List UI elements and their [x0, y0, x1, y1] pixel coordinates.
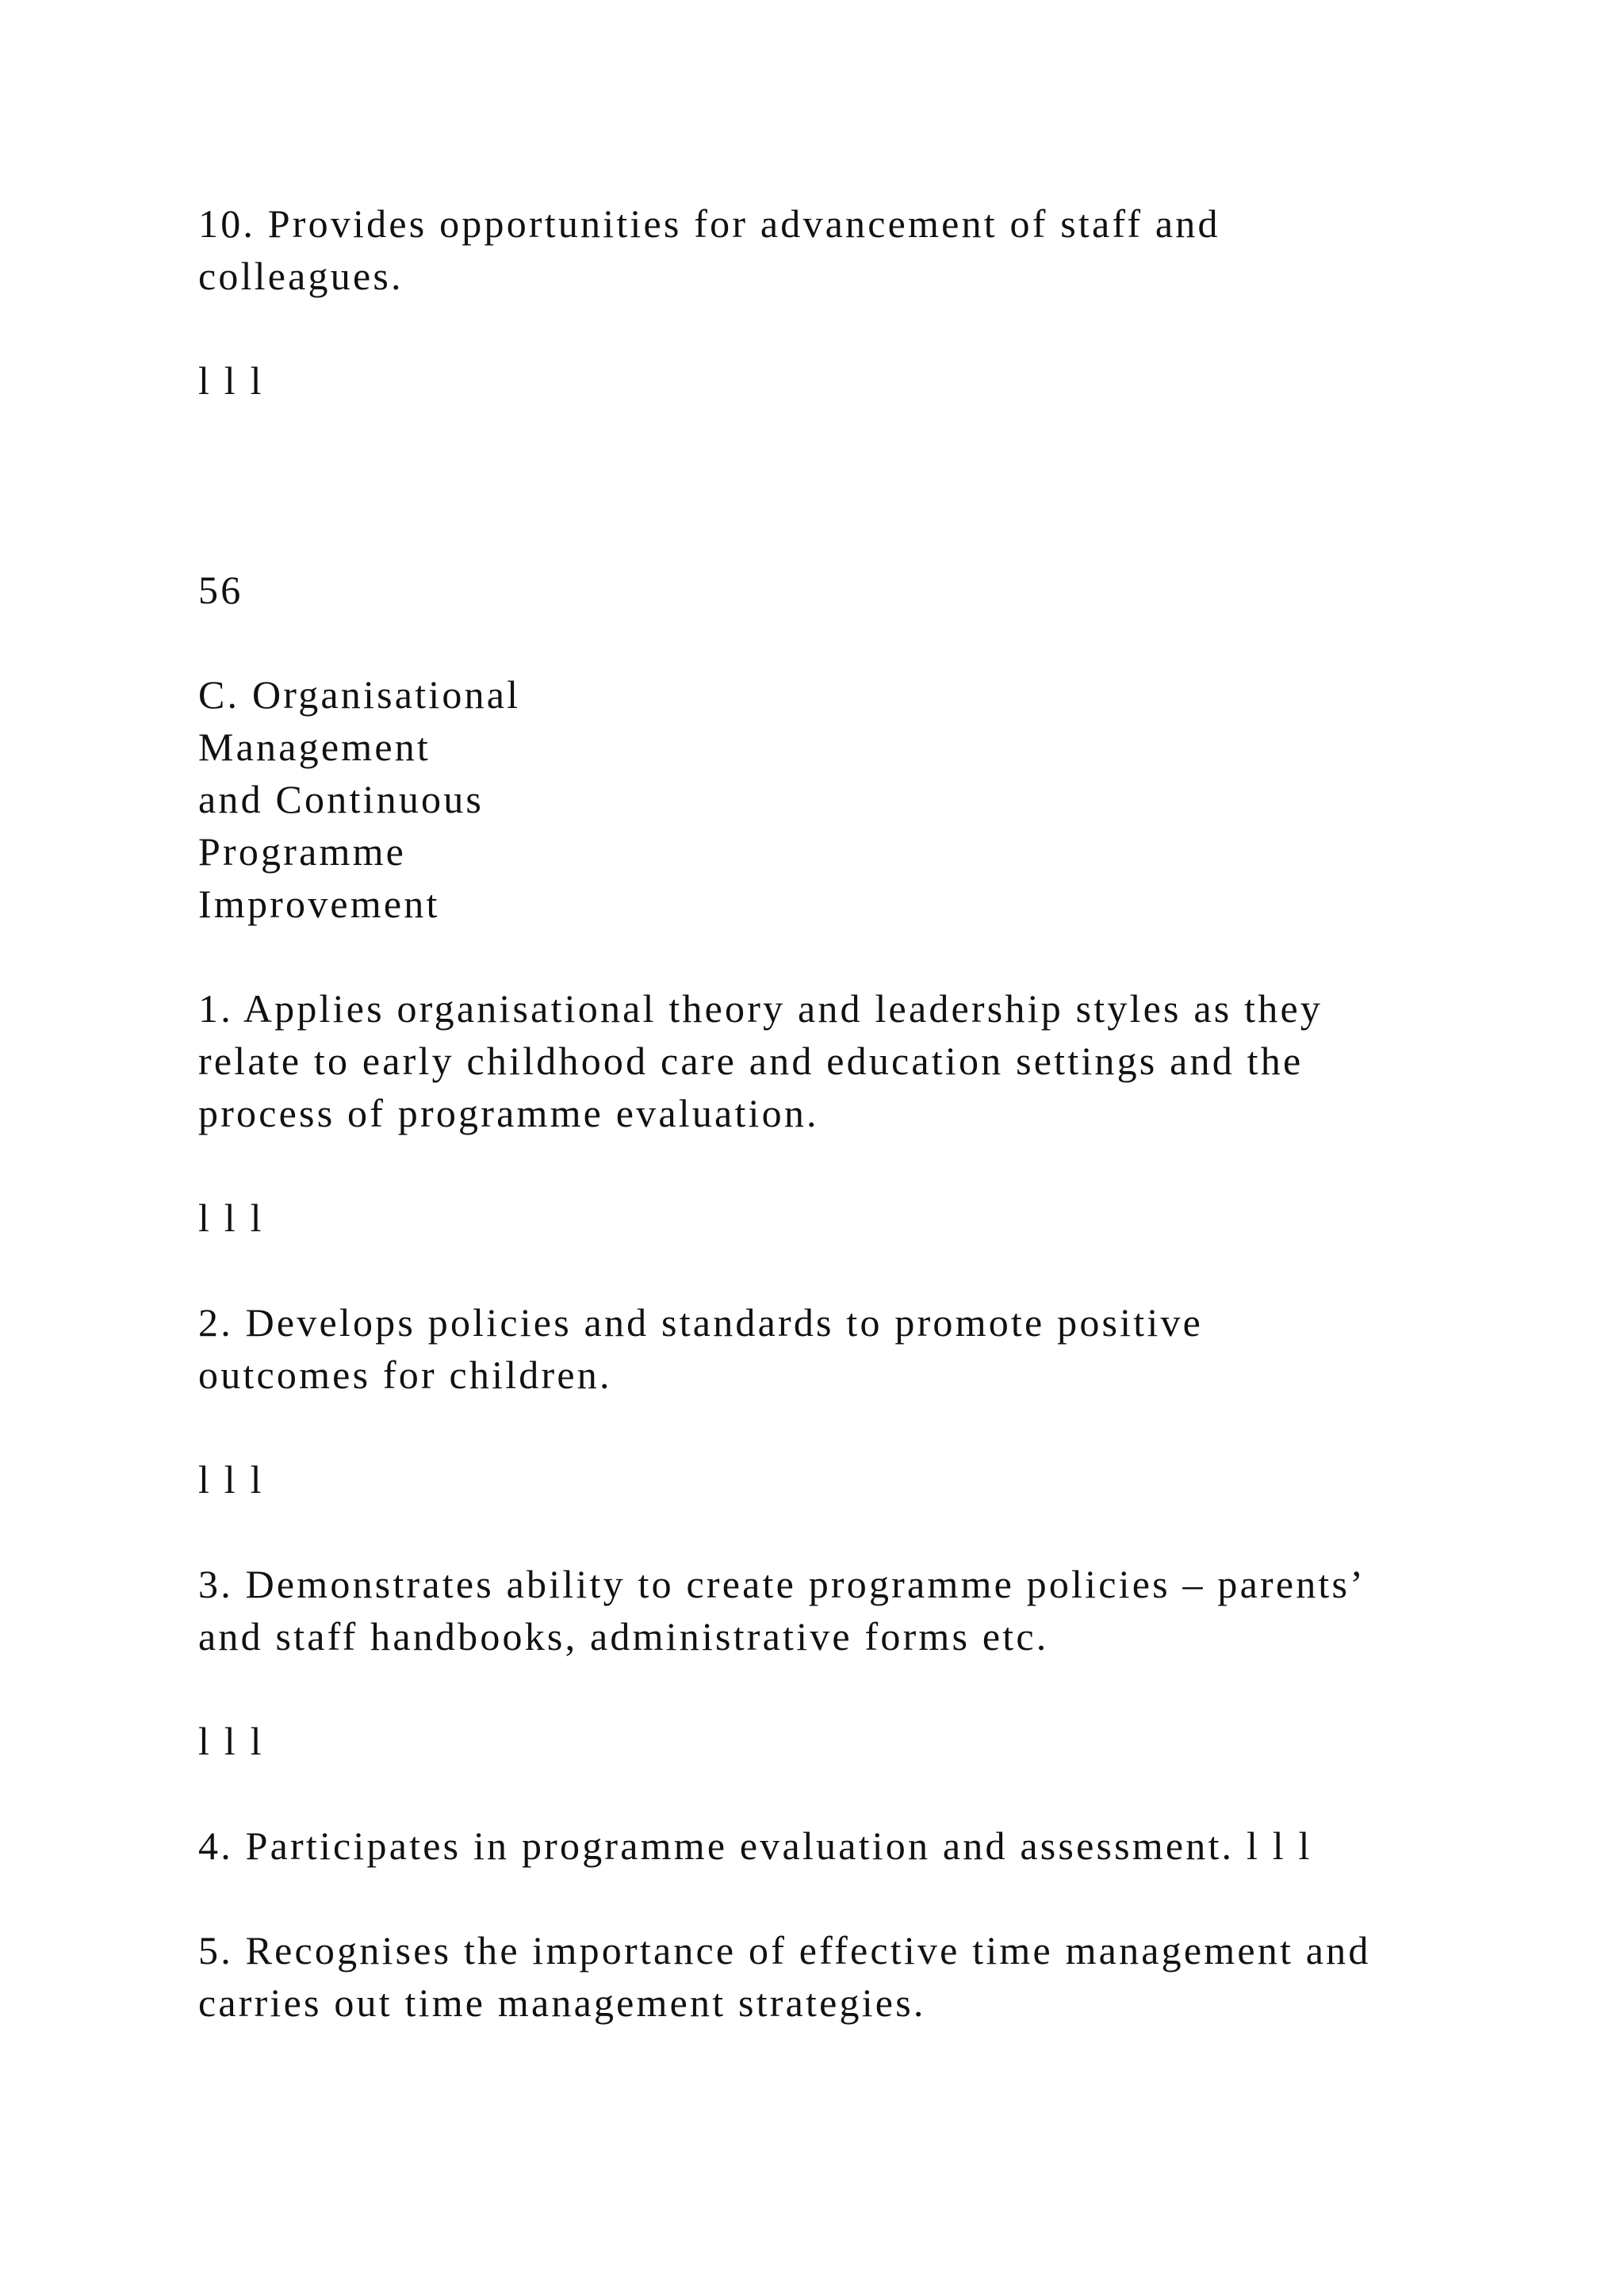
item-2-text-continued: outcomes for children. — [198, 1353, 612, 1397]
item-2-text: 2. Develops policies and standards to promote positive — [198, 1300, 1204, 1345]
item-1-text-continued: relate to early childhood care and education settings and the — [198, 1039, 1304, 1083]
section-heading-line-4: Programme — [198, 829, 407, 874]
item-3-text: 3. Demonstrates ability to create programme policies – parents’ — [198, 1562, 1366, 1606]
item-2-rating: l l l — [198, 1457, 264, 1502]
item-1-text-continued-2: process of programme evaluation. — [198, 1091, 819, 1135]
item-4-text: 4. Participates in programme evaluation and assessment. l l l — [198, 1823, 1312, 1868]
item-3-text-continued: and staff handbooks, administrative forms etc. — [198, 1614, 1049, 1659]
item-5-text: 5. Recognises the importance of effective time management and — [198, 1928, 1371, 1973]
item-10-rating: l l l — [198, 358, 264, 403]
section-heading-line-2: Management — [198, 725, 431, 769]
item-5-text-continued: carries out time management strategies. — [198, 1980, 926, 2025]
item-3-rating: l l l — [198, 1719, 264, 1763]
section-heading-line-1: C. Organisational — [198, 672, 521, 717]
section-heading-line-3: and Continuous — [198, 777, 485, 821]
item-1-rating: l l l — [198, 1196, 264, 1240]
item-1-text: 1. Applies organisational theory and leadership styles as they — [198, 986, 1323, 1031]
section-heading-line-5: Improvement — [198, 882, 440, 926]
page-number: 56 — [198, 568, 243, 612]
item-10-text: 10. Provides opportunities for advancement of staff and — [198, 201, 1220, 246]
item-10-text-continued: colleagues. — [198, 254, 404, 298]
